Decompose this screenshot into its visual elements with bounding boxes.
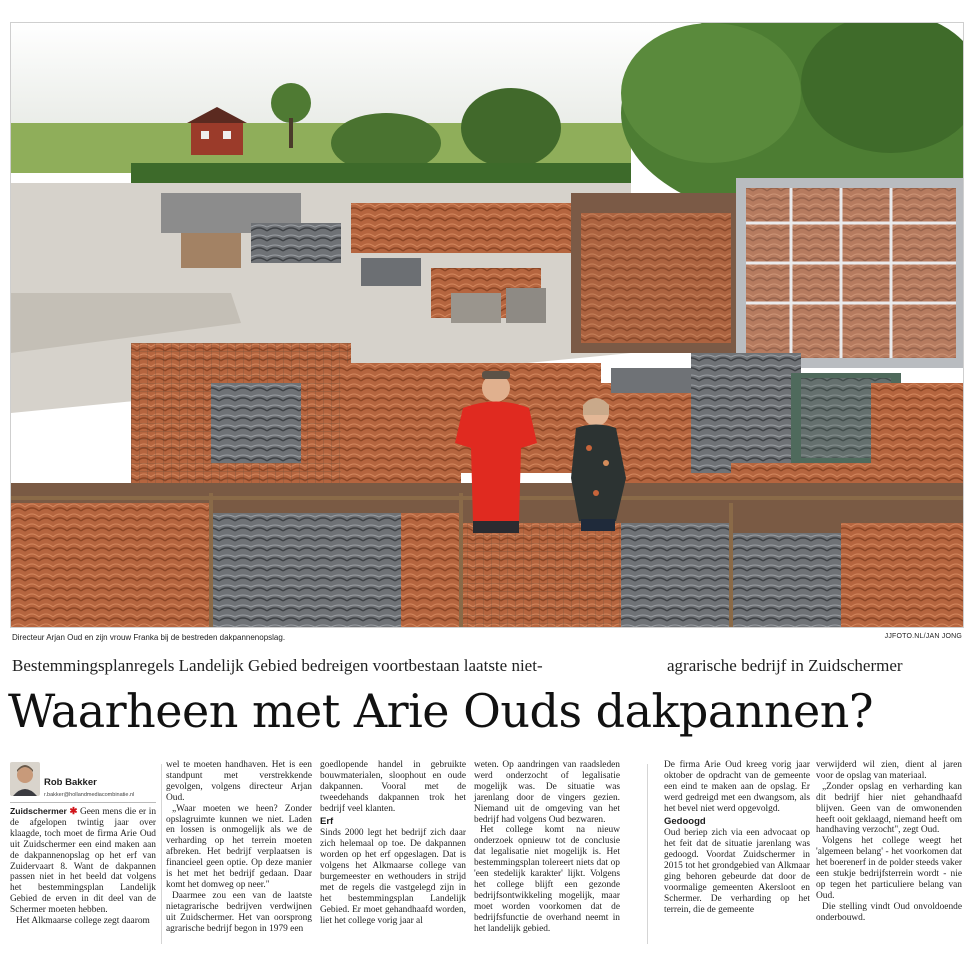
tile-yard-photo <box>11 23 964 628</box>
paragraph: Het Alkmaarse college zegt daarom <box>16 916 150 927</box>
subheadline-part-2: agrarische bedrijf in Zuidschermer <box>667 656 903 675</box>
column-divider <box>161 764 162 944</box>
storage-racks <box>571 178 964 368</box>
paragraph: Daarmee zou een van de laatste nietagrarische bedrijven verdwijnen uit Zuidschermer. Het van oorsprong agrarische bedrijf begon in 1979 een <box>166 890 312 934</box>
photo-caption: Directeur Arjan Oud en zijn vrouw Franka bij de bestreden dakpannenopslag. <box>12 633 286 642</box>
article-photo <box>10 22 964 628</box>
byline <box>10 760 156 803</box>
tree <box>461 88 561 168</box>
paragraph: Volgens het college weegt het 'algemeen belang' - het voorkomen dat het boerenerf in de polder steeds vaker een stukje bedrijfsterrein wordt - nie op tegen het particuliere belang van Oud. <box>816 836 962 901</box>
headline: Waarheen met Arie Ouds dakpannen? <box>8 684 874 738</box>
paragraph: „Zonder opslag en verharding kan dit bedrijf hier niet gehandhaafd blijven. Geen van de omwonenden heeft ooit geklaagd, niemand heeft om handhaving verzocht", zegt Oud. <box>816 781 962 836</box>
dateline: Zuidschermer <box>10 806 67 816</box>
article-column-4 <box>474 760 620 935</box>
paragraph: Sinds 2000 legt het bedrijf zich daar zich helemaal op toe. De dakpannen worden op het erf opgeslagen. Dat is volgens het Alkmaarse college van burgemeester en wethouders in strijd met de regels die vastgelegd zijn in het bestemmingsplan Landelijk Gebied. Er moet gehandhaafd worden, liet het college vorig jaar al <box>320 828 466 926</box>
paragraph: wel te moeten handhaven. Het is een standpunt met verstrekkende gevolgen, volgens directeur Arjan Oud. <box>166 760 312 803</box>
author-name: Rob Bakker <box>44 777 97 788</box>
article-column-3 <box>320 760 466 927</box>
paragraph: „Waar moeten we heen? Zonder opslagruimte kunnen we niet. Laden en lossen is onmogelijk als we de verharding op het terrein moeten afbreken. Het bedrijf verplaatsen is financieel geen optie. Op deze manier is het met het bedrijf gedaan. Daar komt het domweg op neer." <box>166 803 312 890</box>
article-column-5 <box>664 760 810 916</box>
article-column-1 <box>10 760 156 927</box>
paragraph: Geen mens die er in de afgelopen twintig jaar over klaagde, toch moet de firma Arie Oud uit Zuidschermer een eind maken aan de dakpannenopslag op het erf van Zuidervaart 8. Want de dakpannen passen niet in het beeld dat volgens het bestemmingsplan Landelijk Gebied de erven in dit deel van de Schermer moeten hebben. <box>10 807 157 916</box>
paragraph: De firma Arie Oud kreeg vorig jaar oktober de opdracht van de gemeente een eind te maken aan de opslag. Er werd gedreigd met een dwangsom, als het bevel niet werd opgevolgd. <box>664 760 810 814</box>
section-heading: Erf <box>320 815 334 827</box>
article-column-6 <box>816 760 962 924</box>
column-divider <box>647 764 648 944</box>
article-body <box>10 760 964 950</box>
tree <box>271 83 311 123</box>
article-column-2 <box>166 760 312 935</box>
section-heading: Gedoogd <box>664 815 706 827</box>
paragraph: verwijderd wil zien, dient al jaren voor de opslag van materiaal. <box>816 760 962 781</box>
paragraph: Het college komt na nieuw onderzoek opnieuw tot de conclusie dat legalisatie niet mogelijk is. Het bestemmingsplan tolereert niets dat op 'een stedelijk karakter' lijkt. Volgens het college blijft een gezonde bedrijfsontwikkeling mogelijk, maar moet worden voorkomen dat de bedrijfsfunctie de overhand neemt in het landelijk gebied. <box>474 825 620 934</box>
red-star-icon: ✱ <box>69 807 78 817</box>
paragraph: weten. Op aandringen van raadsleden werd onderzocht of legalisatie mogelijk was. De situatie was jarenlang door de vingers gezien. Niemand uit de omgeving van het bedrijf had volgens Oud bezwaren. <box>474 760 620 825</box>
paragraph: goedlopende handel in gebruikte bouwmaterialen, sloophout en oude dakpannen. Vooral met de tweedehands dakpannen trok het bedrijf veel klanten. <box>320 760 466 814</box>
author-avatar <box>10 762 40 796</box>
paragraph: Oud beriep zich via een advocaat op het feit dat de situatie jarenlang was gedoogd. Voordat Zuidschermer in 2015 tot het grondgebied van Alkmaar ging behoren gebeurde dat door de voormalige gemeenten Akersloot en Schermer. De verharding op het terrein, die de gemeente <box>664 828 810 915</box>
subheadline-part-1: Bestemmingsplanregels Landelijk Gebied bedreigen voortbestaan laatste niet- <box>12 656 543 675</box>
photo-credit: JJFOTO.NL/JAN JONG <box>884 633 962 640</box>
photo-caption-row <box>10 631 964 645</box>
author-email: r.bakker@hollandmediacombinatie.nl <box>44 792 135 798</box>
paragraph: Die stelling vindt Oud onvoldoende onderbouwd. <box>816 901 962 923</box>
